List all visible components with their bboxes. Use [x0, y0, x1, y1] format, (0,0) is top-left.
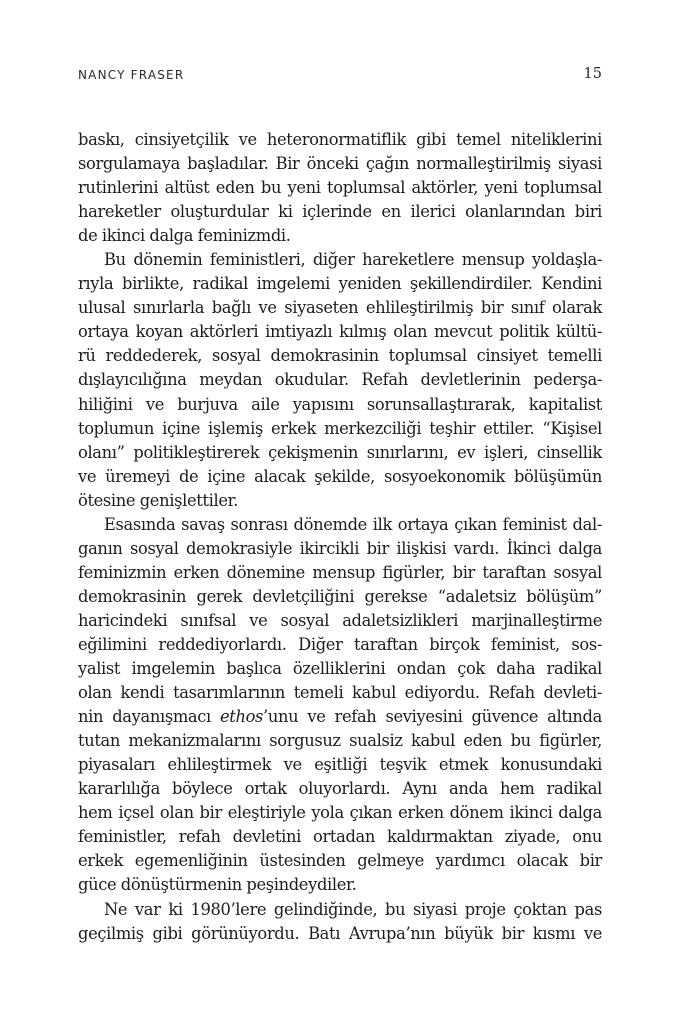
text-line: sorgulamaya başladılar. Bir önceki çağın normalleştirilmiş siyasi	[78, 154, 602, 174]
text-line: güce dönüştürmenin peşindeydiler.	[78, 875, 357, 895]
text-line: Esasında savaş sonrası dönemde ilk ortaya çıkan feminist dal-	[104, 514, 602, 534]
text-line: eğilimini reddediyorlardı. Diğer taraftan birçok feminist, sos-	[78, 634, 602, 654]
text-line: hiliğini ve burjuva aile yapısını sorunsallaştırarak, kapitalist	[78, 394, 602, 414]
text-line: Bu dönemin feministleri, diğer hareketlere mensup yoldaşla-	[104, 250, 602, 270]
text-line: erkek egemenliğinin üstesinden gelmeye yardımcı olacak bir	[78, 851, 602, 871]
text-line: ulusal sınırlarla bağlı ve siyaseten ehlileştirilmiş bir sınıf olarak	[78, 298, 602, 318]
text-line: rü reddederek, sosyal demokrasinin toplumsal cinsiyet temelli	[78, 346, 602, 366]
text-line: ortaya koyan aktörleri imtiyazlı kılmış olan mevcut politik kültü-	[78, 322, 602, 342]
body-text	[78, 128, 602, 946]
text-line: olan kendi tasarımlarının temeli kabul ediyordu. Refah devleti-	[78, 683, 602, 703]
text-line: baskı, cinsiyetçilik ve heteronormatiflik gibi temel niteliklerini	[78, 130, 602, 149]
text-line: ötesine genişlettiler.	[78, 490, 239, 510]
text-line: olanı” politikleştirerek çekişmenin sınırlarını, ev işleri, cinsellik	[78, 442, 602, 462]
text-line: hem içsel olan bir eleştiriyle yola çıkan erken dönem ikinci dalga	[78, 803, 602, 823]
text-line: hareketler oluşturdular ki içlerinde en ilerici olanlarından biri	[78, 202, 602, 222]
text-line: haricindeki sınıfsal ve sosyal adaletsizlikleri marjinalleştirme	[78, 610, 602, 630]
page-number: 15	[583, 66, 602, 82]
text-line: piyasaları ehlileştirmek ve eşitliği teşvik etmek konusundaki	[78, 755, 602, 775]
text-line: feministler, refah devletini ortadan kaldırmaktan ziyade, onu	[78, 827, 602, 847]
text-line: Ne var ki 1980’lere gelindiğinde, bu siyasi proje çoktan pas	[104, 899, 602, 919]
text-line: demokrasinin gerek devletçiliğini gerekse “adaletsiz bölüşüm”	[78, 586, 602, 606]
text-line: feminizmin erken dönemine mensup figürler, bir taraftan sosyal	[78, 562, 602, 582]
text-line: kararlılığa böylece ortak oluyorlardı. Aynı anda hem radikal	[78, 779, 602, 799]
text-line: ve üremeyi de içine alacak şekilde, sosyoekonomik bölüşümün	[78, 466, 602, 486]
text-line: toplumun içine işlemiş erkek merkezciliği teşhir ettiler. “Kişisel	[78, 418, 602, 438]
text-line: nin dayanışmacı ethos’unu ve refah seviyesini güvence altında	[78, 707, 602, 727]
text-line: ganın sosyal demokrasiyle ikircikli bir ilişkisi vardı. İkinci dalga	[78, 538, 602, 558]
text-line: yalist imgelemin başlıca özelliklerini ondan çok daha radikal	[78, 659, 602, 679]
text-line: tutan mekanizmalarını sorgusuz sualsiz kabul eden bu figürler,	[78, 731, 602, 751]
text-line: dışlayıcılığına meydan okudular. Refah devletlerinin pederşa-	[78, 370, 602, 390]
running-head-author: NANCY FRASER	[78, 68, 185, 82]
text-line: geçilmiş gibi görünüyordu. Batı Avrupa’nın büyük bir kısmı ve	[78, 923, 602, 943]
text-line: rutinlerini altüst eden bu yeni toplumsal aktörler, yeni toplumsal	[78, 178, 602, 198]
text-line: rıyla birlikte, radikal imgelemi yeniden şekillendirdiler. Kendini	[78, 274, 602, 294]
text-line: de ikinci dalga feminizmdi.	[78, 226, 291, 246]
